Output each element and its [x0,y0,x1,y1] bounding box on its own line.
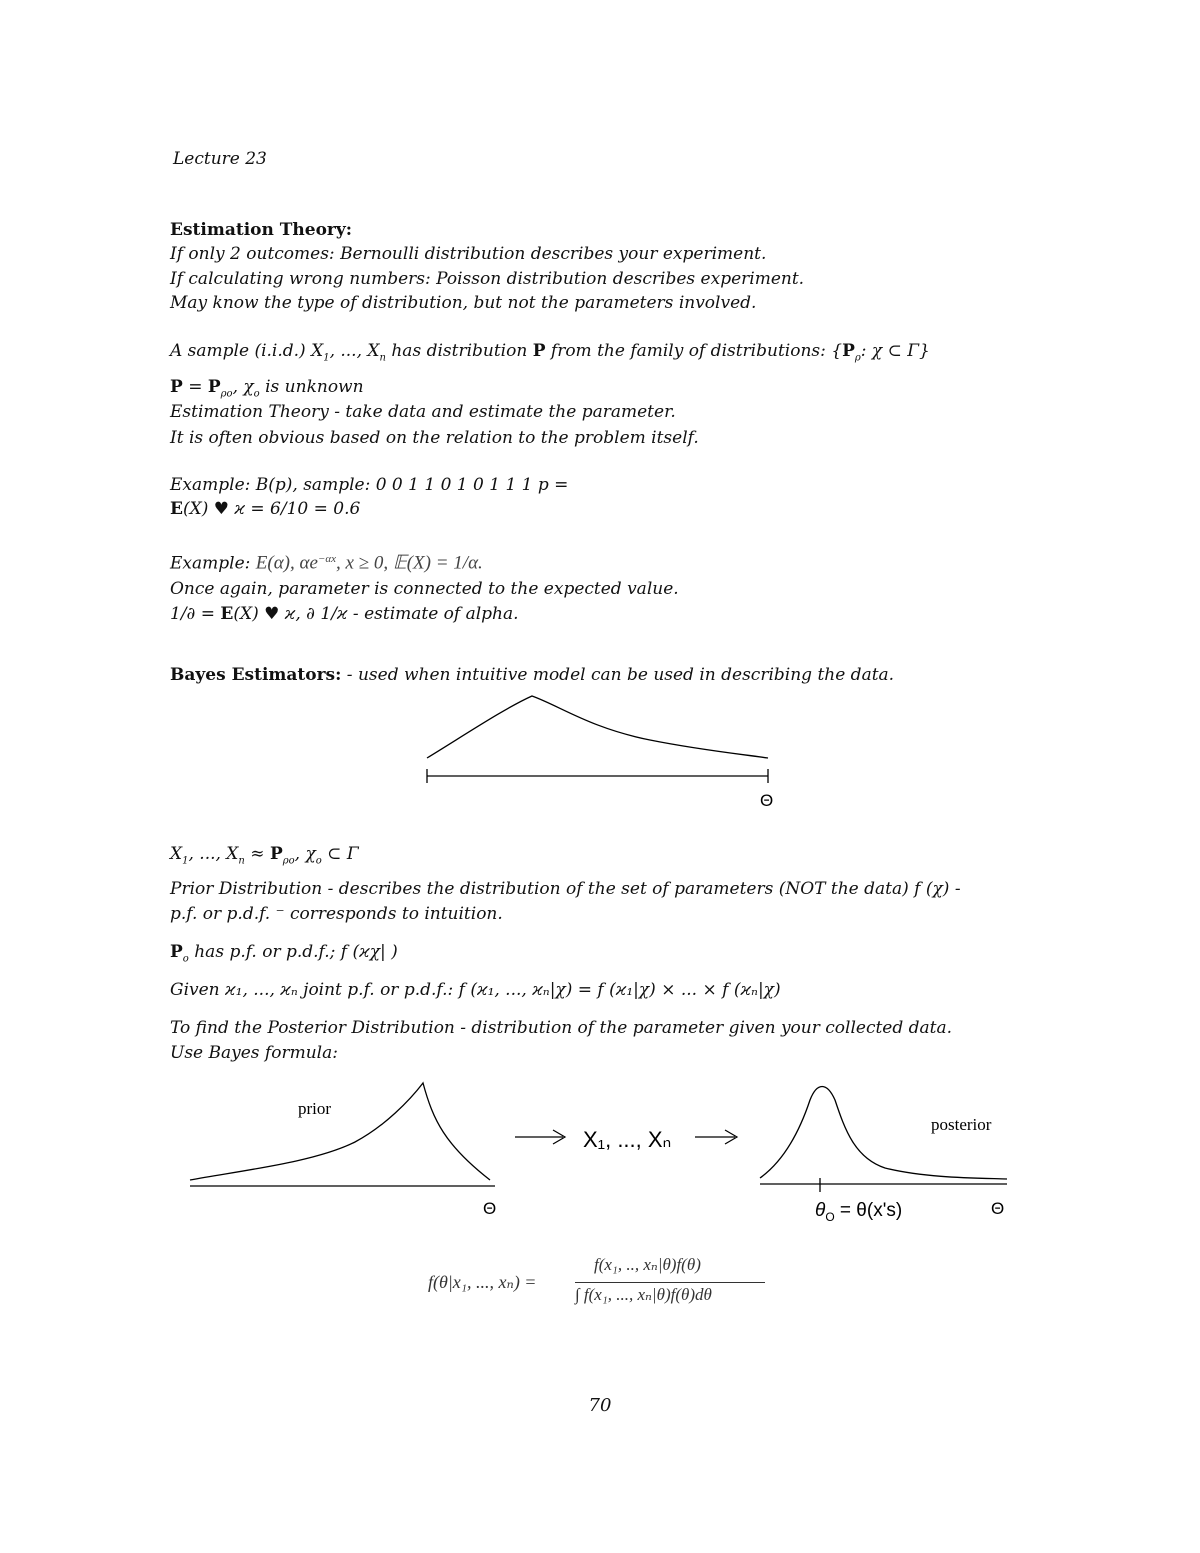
x-line: $X_1$, ..., $X_n \approx P_{\rho o}$, $\chi_o$ ⊂ Γ [170,844,359,867]
p-unknown-line: $P = P_{\rho o}$, $\chi_o$ is unknown [170,377,364,400]
lecture-title: Lecture 23 [173,149,267,169]
prior-line-2: p.f. or p.d.f. ⁻ corresponds to intuition. [170,904,503,924]
data-sample-label: X₁, ..., Xₙ [583,1127,672,1152]
formula-numerator: f(x₁, .., xₙ|θ)f(θ) [594,1255,701,1274]
posterior-line-2: Use Bayes formula: [170,1043,338,1063]
page-number: 70 [588,1395,612,1416]
posterior-line-1: To find the Posterior Distribution - distribution of the parameter given your collected data. [170,1018,953,1038]
bayes-formula [428,1255,788,1315]
posterior-label: posterior [931,1115,992,1134]
bayes-line: Bayes Estimators: - used when intuitive model can be used in describing the data. [170,665,895,685]
formula-lhs: f(θ|x₁, ..., xₙ) = [428,1272,537,1292]
estimation-line-2: If calculating wrong numbers: Poisson distribution describes experiment. [170,269,805,289]
theta-axis-label: Θ [760,791,774,810]
given-line: Given ϰ₁, ..., ϰₙ joint p.f. or p.d.f.: f (ϰ₁, ..., ϰₙ|χ) = f (ϰ₁|χ) × ... × f (ϰₙ|χ) [170,980,781,1000]
estimation-line-3: May know the type of distribution, but not the parameters involved. [170,293,757,313]
prior-curve [190,1083,490,1180]
po-line: $P_o$ has p.f. or p.d.f.; f (ϰχ| ) [170,942,398,965]
prior-label: prior [298,1099,332,1118]
estimation-line-1: If only 2 outcomes: Bernoulli distribution describes your experiment. [170,244,767,264]
example2-line1: Example: E(α), $\alpha e^{-\alpha x}$, x ≥ 0, 𝔼(X) = 1/α. [170,552,483,574]
obvious-line: It is often obvious based on the relation to the problem itself. [170,428,699,448]
bayes-heading: Bayes Estimators: [170,665,342,685]
sample-line: A sample (i.i.d.) $X_1$, ..., $X_n$ has distribution P from the family of distributions: {$P_\rho$: χ ⊂ Γ} [170,341,930,364]
bayes-curve-figure [420,688,790,813]
prior-theta-label: Θ [483,1199,497,1218]
density-curve [427,696,768,758]
theta0-label: $\theta_O = \theta(x's)$ [815,1200,903,1224]
estimation-heading: Estimation Theory: [170,220,353,240]
prior-line-1: Prior Distribution - describes the distribution of the set of parameters (NOT the data) f (χ) - [170,879,961,899]
fraction-bar [575,1282,765,1283]
example2-line3: 1/∂ = E(X) ♥ ϰ, ∂ 1/ϰ - estimate of alpha. [170,604,519,624]
example2-line2: Once again, parameter is connected to the expected value. [170,579,679,599]
example1-line1: Example: B(p), sample: 0 0 1 1 0 1 0 1 1 1 p = [170,475,569,495]
example1-line2: E(X) ♥ ϰ = 6/10 = 0.6 [170,499,361,519]
posterior-theta-label: Θ [991,1199,1005,1218]
estimation-theory-line: Estimation Theory - take data and estimate the parameter. [170,402,676,422]
formula-denominator: ∫ f(x₁, ..., xₙ|θ)f(θ)dθ [575,1285,712,1304]
prior-posterior-figure [185,1070,1020,1230]
